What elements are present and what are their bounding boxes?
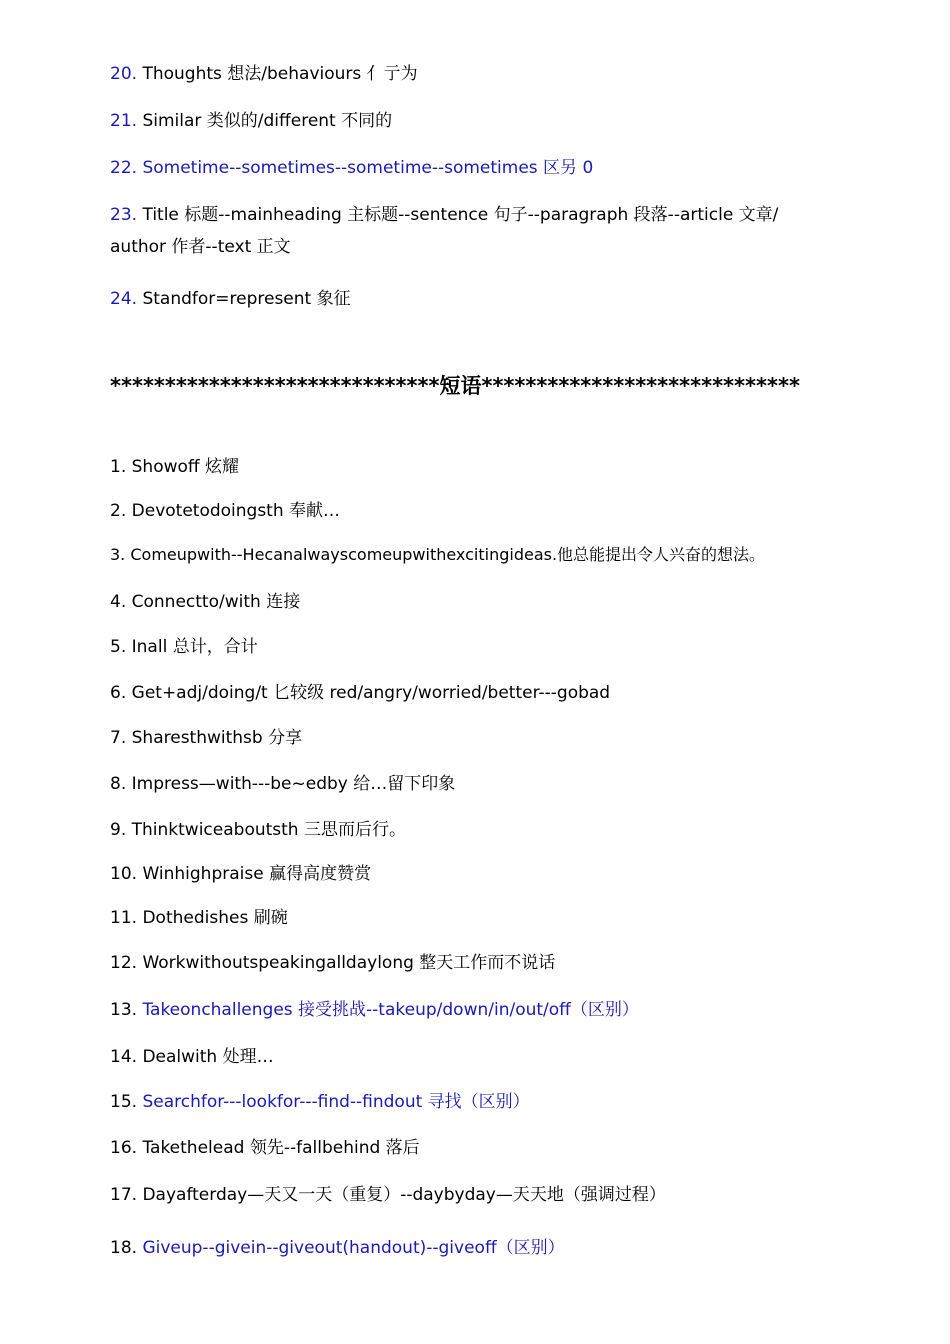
- item-text: Devotetodoingsth 奉献…: [131, 501, 341, 521]
- item-number: 6.: [110, 683, 127, 703]
- phrase-item: [110, 1045, 845, 1069]
- phrase-item: [110, 499, 845, 523]
- item-number: 20.: [110, 64, 138, 84]
- item-text: Comeupwith--Hecanalwayscomeupwithexcitingideas.他总能提出令人兴奋的想法。: [130, 545, 766, 564]
- item-number: 10.: [110, 864, 138, 884]
- phrase-item: [110, 906, 845, 930]
- phrase-item: [110, 543, 845, 567]
- item-text: Connectto/with 连接: [131, 592, 301, 612]
- item-number: 13.: [110, 1000, 138, 1020]
- list-item: [110, 199, 810, 263]
- section-heading: ******************************短语*****************************: [110, 374, 800, 398]
- item-text: Dayafterday—天又一天（重复）--daybyday—天天地（强调过程）: [142, 1185, 666, 1205]
- phrase-item: [110, 1183, 845, 1207]
- phrase-item: [110, 590, 845, 614]
- item-number: 24.: [110, 289, 138, 309]
- item-text: Workwithoutspeakingalldaylong 整天工作而不说话: [142, 953, 556, 973]
- item-text: Sometime--sometimes--sometime--sometimes 区另 0: [142, 158, 594, 178]
- item-text: Searchfor---lookfor---find--findout 寻找（区别）: [142, 1092, 530, 1112]
- item-text: Impress—with---be~edby 给…留下印象: [131, 774, 456, 794]
- item-number: 11.: [110, 908, 138, 928]
- phrase-item: [110, 455, 845, 479]
- item-number: 17.: [110, 1185, 138, 1205]
- item-text: Giveup--givein--giveout(handout)--giveoff（区别）: [142, 1238, 565, 1258]
- item-number: 9.: [110, 820, 127, 840]
- item-text: Inall 总计，合计: [131, 637, 258, 657]
- item-text: Dothedishes 刷碗: [142, 908, 288, 928]
- phrase-item: [110, 681, 845, 705]
- list-item: [110, 62, 845, 86]
- list-item: [110, 109, 845, 133]
- item-number: 4.: [110, 592, 127, 612]
- item-number: 23.: [110, 205, 138, 225]
- item-number: 2.: [110, 501, 127, 521]
- phrase-item: [110, 1090, 845, 1114]
- item-number: 18.: [110, 1238, 138, 1258]
- list-item: [110, 287, 845, 311]
- phrase-item: [110, 772, 845, 796]
- item-number: 15.: [110, 1092, 138, 1112]
- phrase-item: [110, 1236, 845, 1260]
- item-number: 12.: [110, 953, 138, 973]
- item-text: Thinktwiceaboutsth 三思而后行。: [131, 820, 406, 840]
- item-text: Similar 类似的/different 不同的: [142, 111, 393, 131]
- item-number: 22.: [110, 158, 138, 178]
- item-number: 21.: [110, 111, 138, 131]
- item-text: Standfor=represent 象征: [142, 289, 351, 309]
- item-number: 14.: [110, 1047, 138, 1067]
- phrase-item: [110, 1136, 845, 1160]
- item-text: Takethelead 领先--fallbehind 落后: [142, 1138, 420, 1158]
- item-number: 5.: [110, 637, 127, 657]
- phrase-item: [110, 951, 845, 975]
- item-number: 8.: [110, 774, 127, 794]
- phrase-item: [110, 998, 845, 1022]
- item-text: Dealwith 处理…: [142, 1047, 274, 1067]
- phrase-item: [110, 818, 845, 842]
- item-text: Sharesthwithsb 分享: [131, 728, 303, 748]
- item-text: Get+adj/doing/t 匕较级 red/angry/worried/better---gobad: [131, 683, 611, 703]
- item-number: 3.: [110, 545, 126, 564]
- phrase-item: [110, 726, 845, 750]
- phrase-item: [110, 635, 845, 659]
- item-text: Thoughts 想法/behaviours 亻亍为: [142, 64, 418, 84]
- item-number: 1.: [110, 457, 127, 477]
- item-text: Showoff 炫耀: [131, 457, 240, 477]
- item-text: Title 标题--mainheading 主标题--sentence 句子--paragraph 段落--article 文章/ author 作者--text 正文: [110, 205, 779, 257]
- item-text: Winhighpraise 赢得高度赞赏: [142, 864, 372, 884]
- item-number: 16.: [110, 1138, 138, 1158]
- phrase-item: [110, 862, 845, 886]
- item-number: 7.: [110, 728, 127, 748]
- list-item: [110, 156, 845, 180]
- item-text: Takeonchallenges 接受挑战--takeup/down/in/out/off（区别）: [142, 1000, 639, 1020]
